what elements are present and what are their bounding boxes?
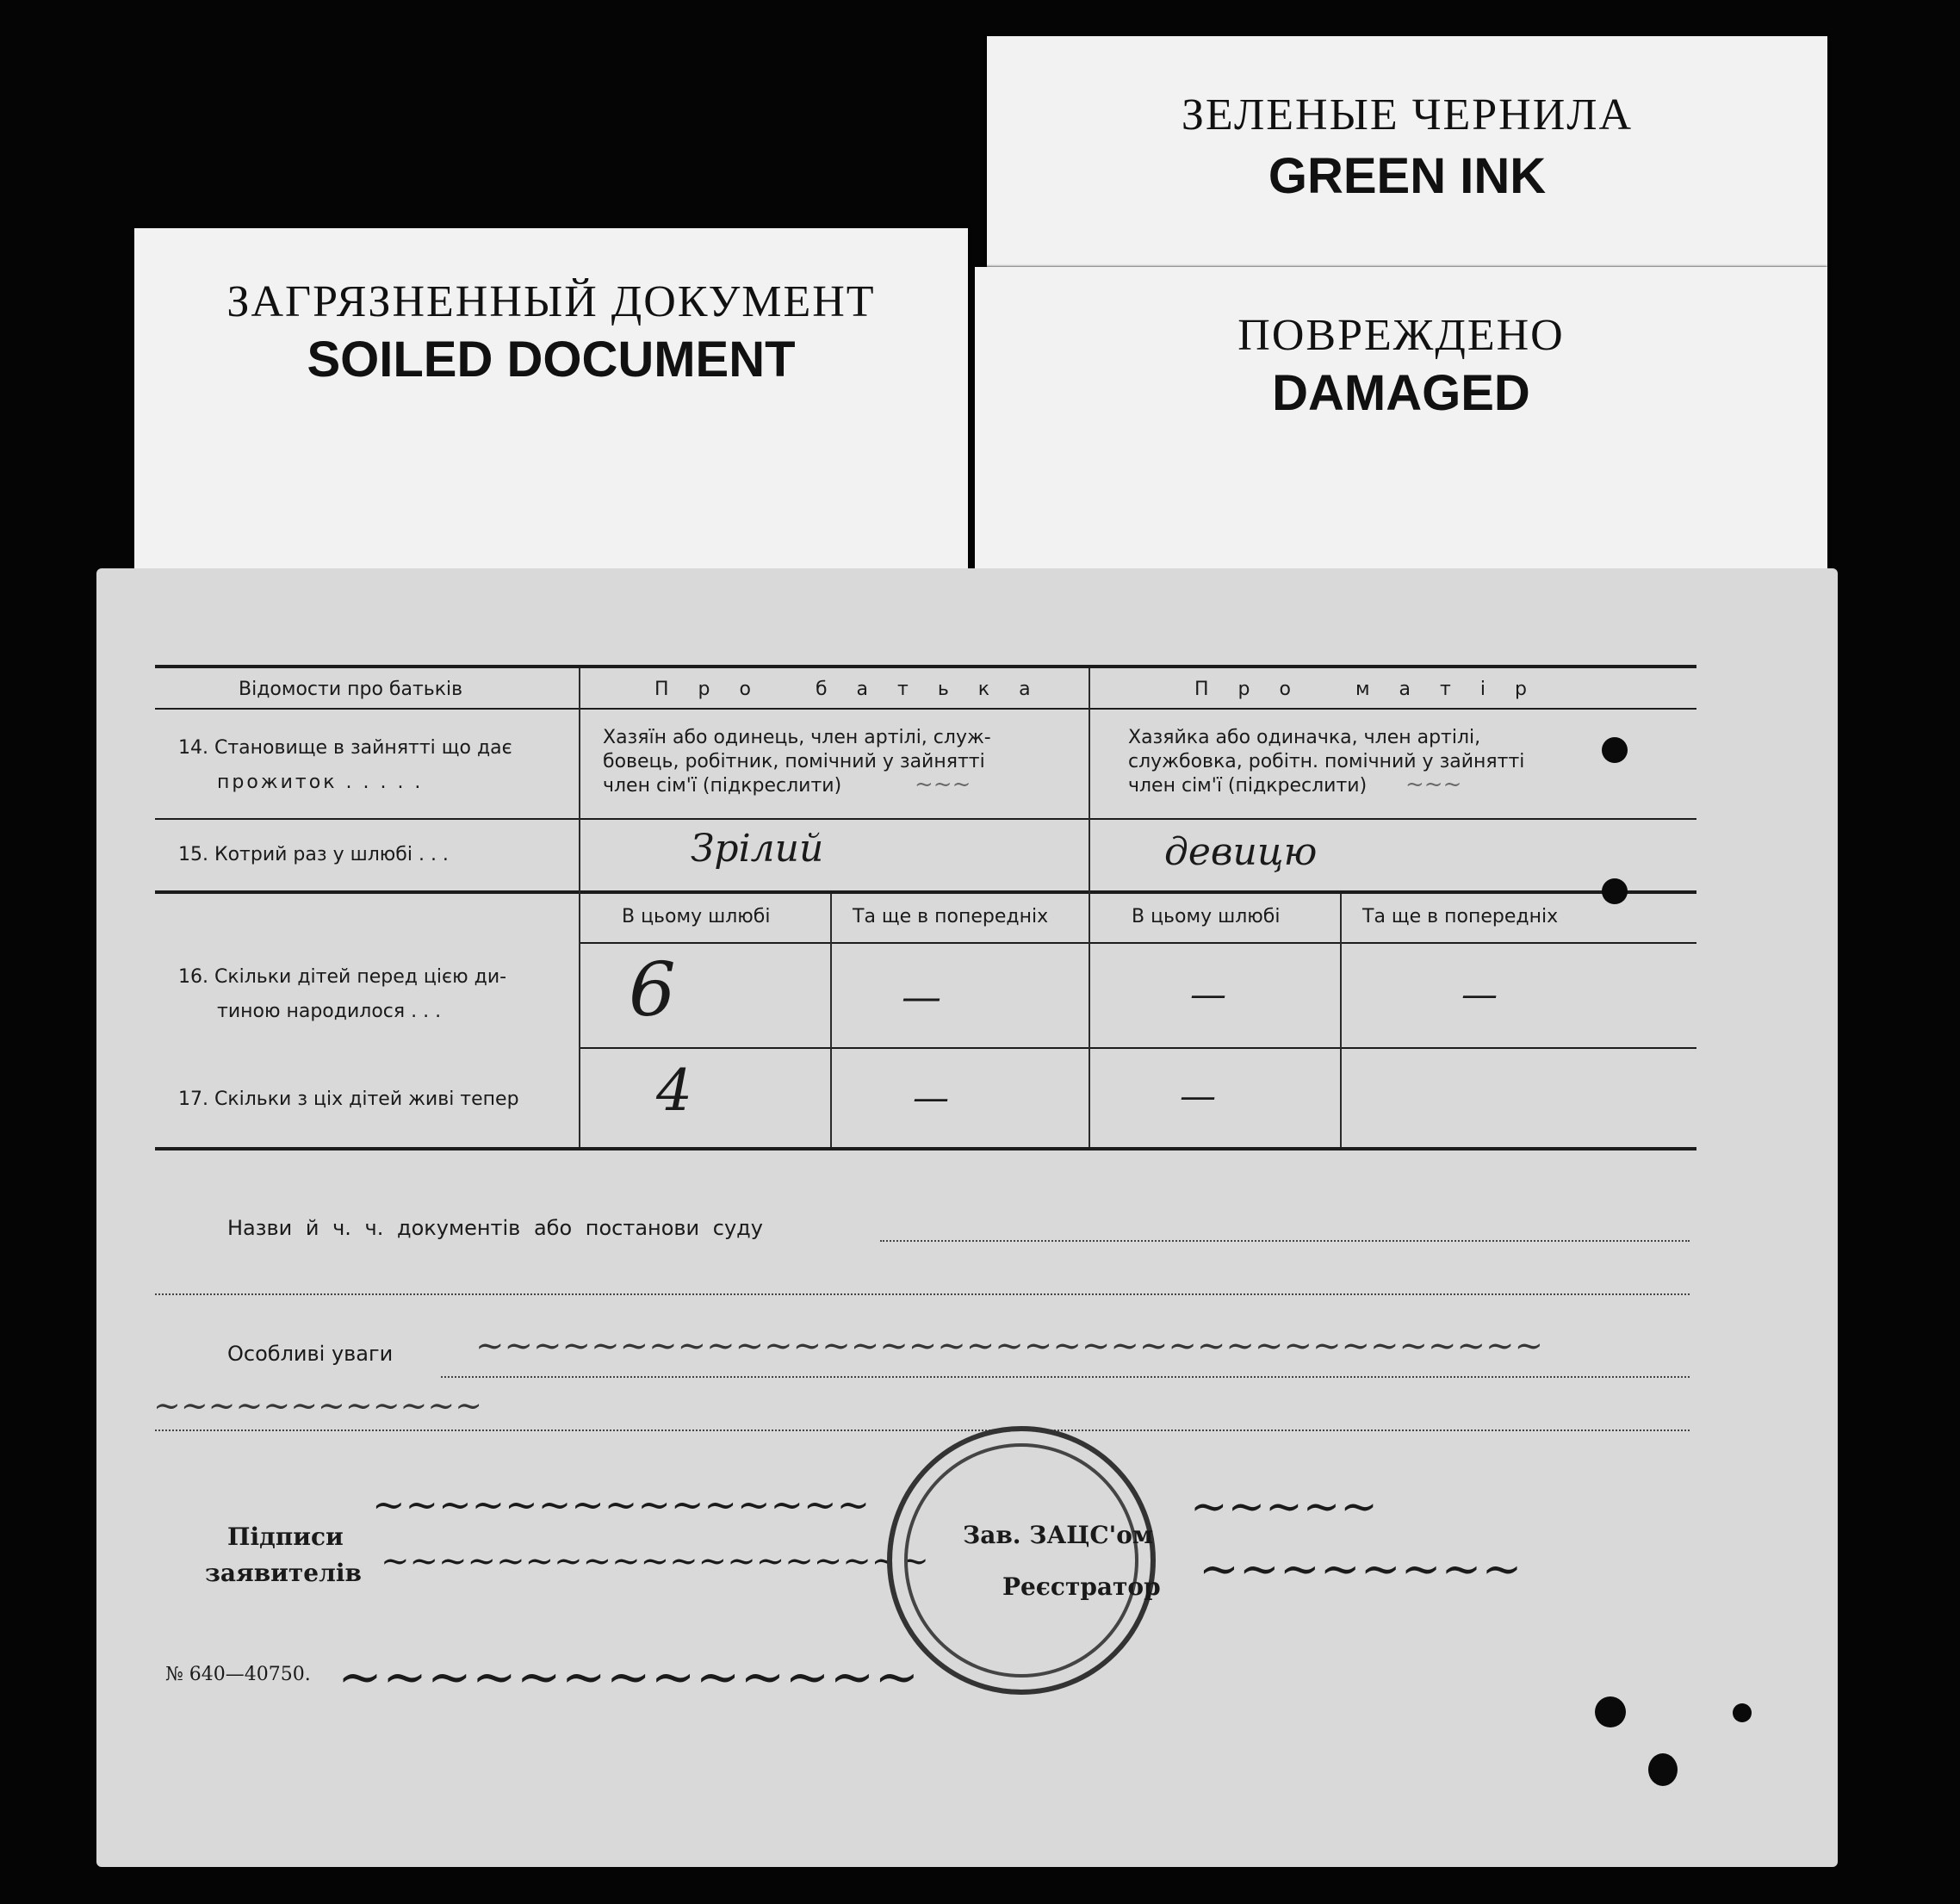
special-notes-handwriting: ~~~~~~~~~~~~~~~~~~~~~~~~~~~~~~~~~~~~~ [475,1326,1544,1366]
row14-label-2: прожиток . . . . . [217,772,424,793]
signatures-label-1: Підписи [227,1523,344,1551]
row17-label: 17. Скільки з ціх дітей живі тепер [178,1088,519,1110]
subheader-father-previous: Та ще в попередніх [853,906,1049,927]
row14-father-line2: бовець, робітник, помічний у зайнятті [603,751,985,772]
row17-father-prev: — [913,1076,949,1119]
soiled-en: SOILED DOCUMENT [307,332,796,388]
green-ink-ru: ЗЕЛЕНЫЕ ЧЕРНИЛА [1181,90,1634,140]
subheader-father-this-marriage: В цьому шлюбі [622,906,771,927]
row16-mother-prev: — [1461,973,1498,1015]
col-divider-father-sub [830,894,832,1147]
row14-father-line1: Хазяїн або одинець, член артілі, служ- [603,727,991,748]
soiled-ru: ЗАГРЯЗНЕННЫЙ ДОКУМЕНТ [226,277,876,326]
row16-mother-this: — [1190,973,1226,1015]
header-about-father: Про батька [654,679,1060,700]
special-dotted-line-2 [155,1430,1690,1431]
subheader-rule [579,942,1696,944]
damaged-card [975,267,1827,577]
header-rule [155,708,1696,710]
applicant-signature-2: ~~~~~~~~~~~~~~~~~~~ [381,1541,929,1581]
head-of-registry-label: Зав. ЗАЦС'ом [963,1521,1154,1549]
row14-father-handwriting: ~~~ [915,772,971,797]
head-signature: ~~~~~ [1190,1481,1378,1533]
registrar-signature: ~~~~~~~~ [1199,1541,1523,1597]
row14-mother-line3: член сім'ї (підкреслити) [1128,775,1368,797]
applicant-signature-3: ~~~~~~~~~~~~~ [338,1645,920,1708]
punch-hole [1602,878,1628,904]
row14-rule [155,818,1696,820]
row15-rule [155,890,1696,894]
registrar-label: Реєстратор [1002,1572,1161,1601]
punch-hole [1648,1753,1678,1786]
special-notes-label: Особливі уваги [227,1342,394,1366]
green-ink-en: GREEN INK [1268,148,1547,204]
row16-father-prev: — [902,973,941,1020]
row15-mother-value: девицю [1164,830,1318,874]
form-number: № 640—40750. [165,1664,311,1685]
form-sheet [96,568,1838,1867]
row14-father-line3: член сім'ї (підкреслити) [603,775,842,797]
documents-dotted-line-2 [155,1293,1690,1295]
soiled-document-card [134,228,968,590]
row14-label-1: 14. Становище в зайнятті що дає [178,737,512,759]
official-seal [887,1426,1156,1695]
subheader-mother-previous: Та ще в попередніх [1362,906,1559,927]
col-divider-1 [579,668,580,1147]
subheader-mother-this-marriage: В цьому шлюбі [1132,906,1281,927]
punch-hole [1733,1703,1752,1722]
row17-father-this: 4 [656,1057,692,1124]
punch-hole [1602,737,1628,763]
row17-mother-this: — [1180,1075,1216,1117]
signatures-label-2: заявителів [205,1559,362,1587]
applicant-signature-1: ~~~~~~~~~~~~~~~ [372,1481,871,1528]
special-dotted-line [441,1376,1690,1378]
row14-mother-handwriting: ~~~ [1405,772,1462,797]
row16-rule [579,1047,1696,1049]
header-about-mother: Про матір [1194,679,1556,700]
punch-hole [1595,1696,1626,1727]
table-top-rule [155,665,1696,668]
damaged-en: DAMAGED [1272,365,1530,421]
table-bottom-rule [155,1147,1696,1150]
green-ink-card [987,36,1827,288]
row14-mother-line1: Хазяйка або одиначка, член артілі, [1128,727,1481,748]
documents-label: Назви й ч. ч. документів або постанови суду [227,1216,763,1240]
special-notes-handwriting-2: ~~~~~~~~~~~~ [153,1386,483,1424]
col-divider-2 [1089,668,1090,1147]
row14-mother-line2: службовка, робітн. помічний у зайнятті [1128,751,1525,772]
row15-father-value: Зрілий [691,827,824,871]
damaged-ru: ПОВРЕЖДЕНО [1237,311,1565,360]
row16-label-2: тиною народилося . . . [217,1001,442,1022]
row15-label: 15. Котрий раз у шлюбі . . . [178,844,449,865]
row16-label-1: 16. Скільки дітей перед цією ди- [178,966,507,988]
col-divider-mother-sub [1340,894,1342,1147]
documents-dotted-line [880,1240,1690,1242]
row16-father-this: 6 [629,947,676,1033]
header-parents-info: Відомости про батьків [239,679,463,700]
